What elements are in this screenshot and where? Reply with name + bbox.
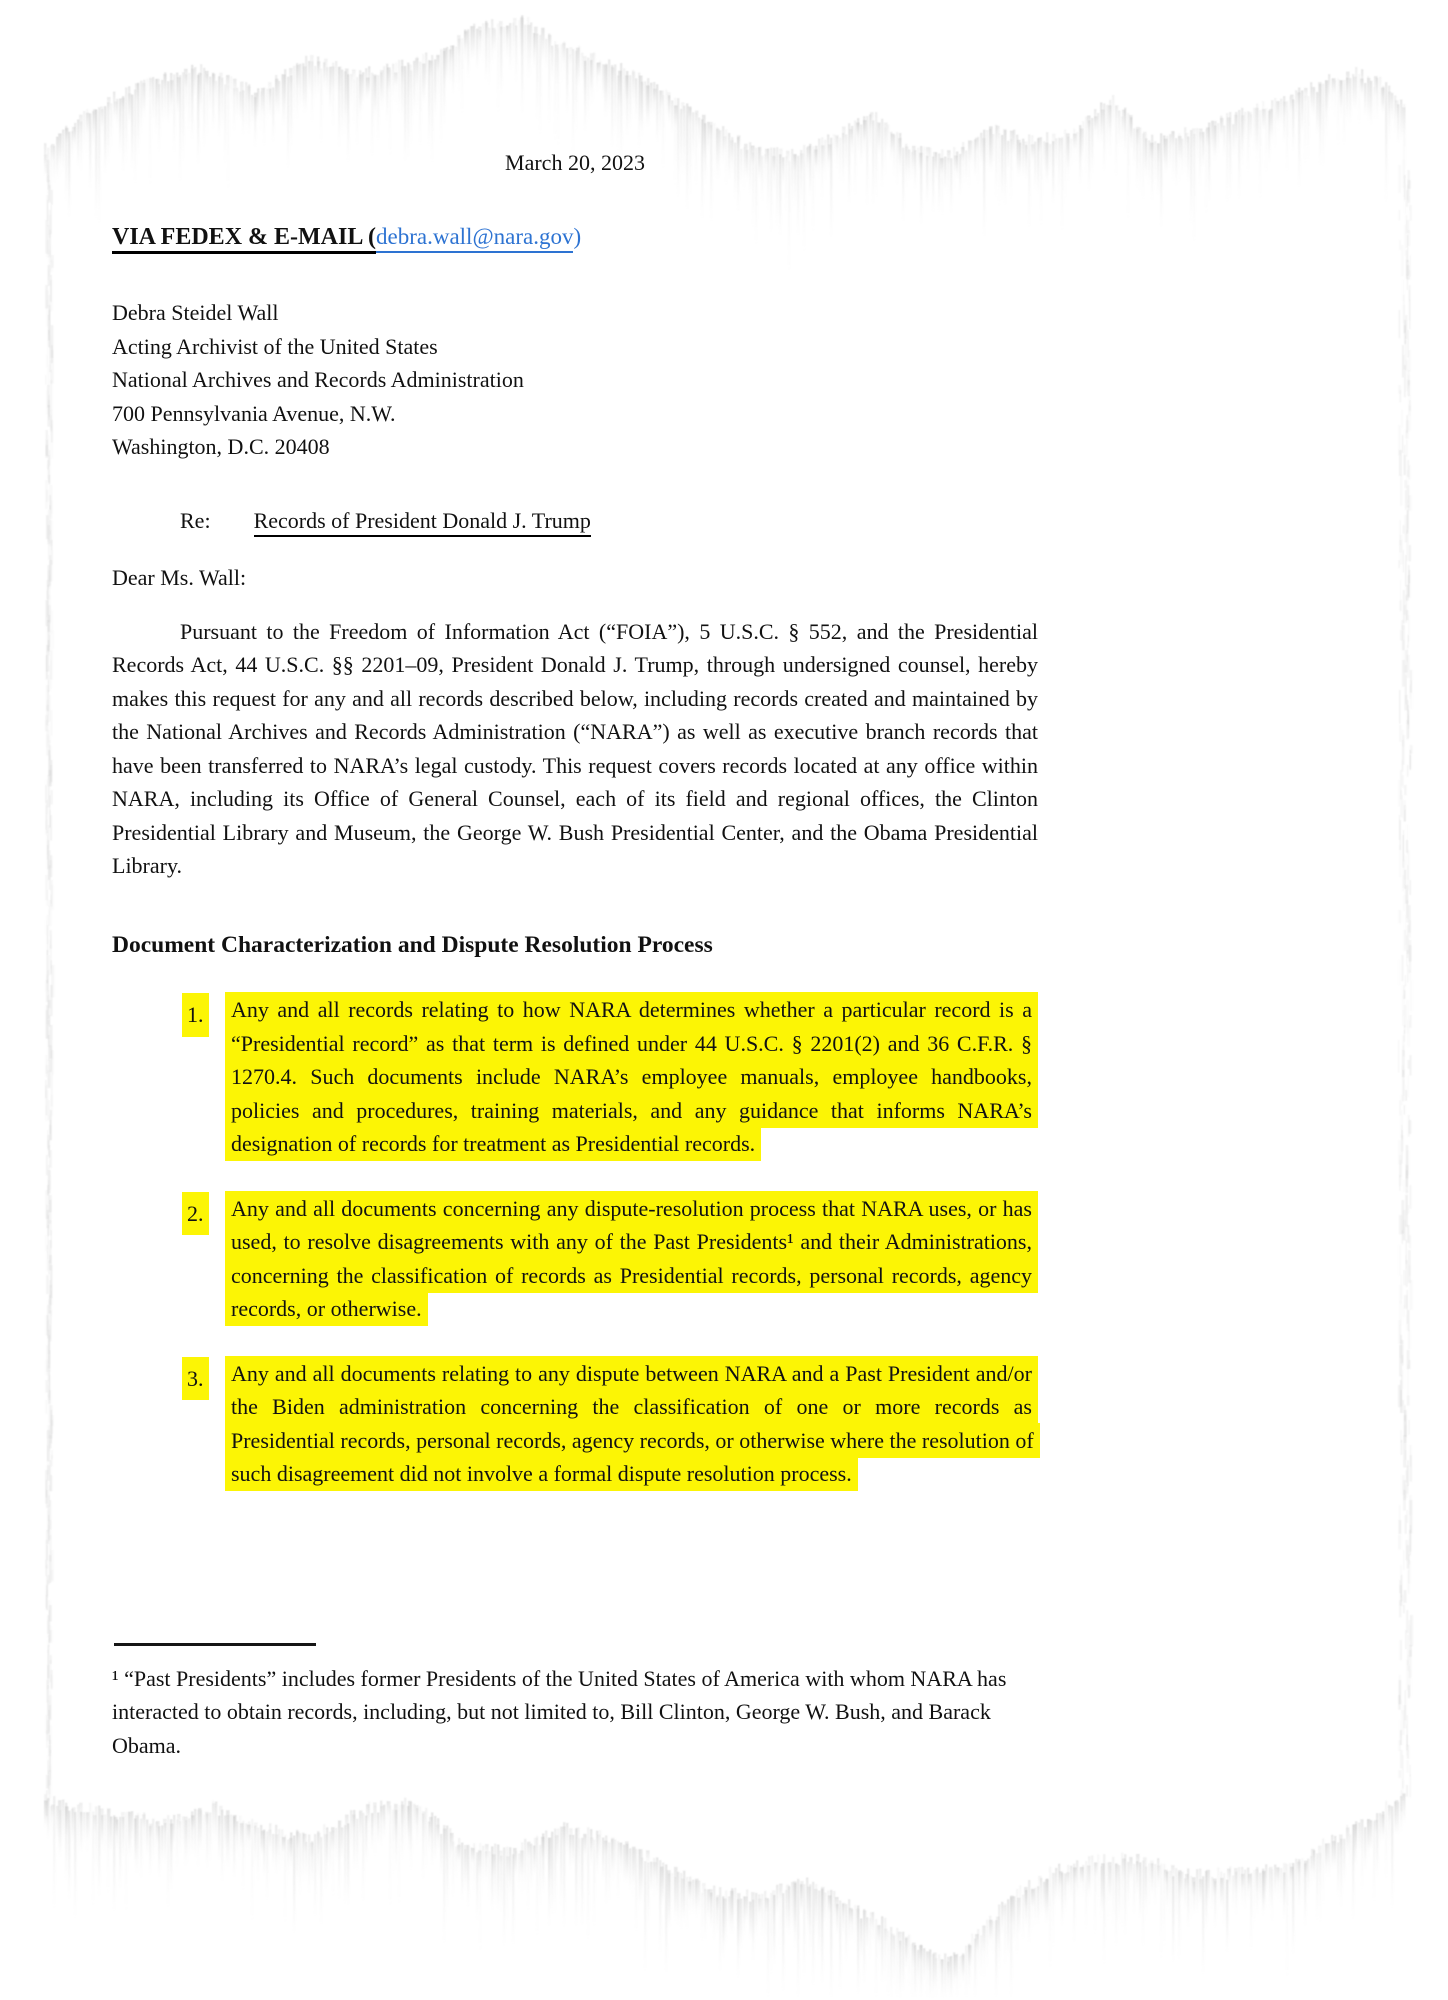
recipient-address <box>112 296 1038 464</box>
request-number: 3. <box>182 1357 209 1401</box>
recipient-address-line: National Archives and Records Administration <box>112 367 524 392</box>
footnote-separator-rule <box>114 1643 316 1646</box>
request-number: 1. <box>182 993 209 1037</box>
recipient-address-line: Acting Archivist of the United States <box>112 333 438 359</box>
request-list <box>112 993 1038 1491</box>
salutation: Dear Ms. Wall: <box>112 565 247 590</box>
recipient-address-line: 700 Pennsylvania Avenue, N.W. <box>112 400 396 426</box>
email-close-paren: ) <box>573 223 582 249</box>
re-label: Re: <box>180 507 211 533</box>
footnote <box>112 1643 1038 1763</box>
opening-paragraph: Pursuant to the Freedom of Information Act (“FOIA”), 5 U.S.C. § 552, and the Presidential Records Act, 44 U.S.C. §§ 2201–09, President Donald J. Trump, through undersigned counsel, hereby makes this request for any and all records described below, including records created and maintained by the National Archives and Records Administration (“NARA”) as well as executive branch records that have been transferred to NARA’s legal custody. This request covers records located at any office within NARA, including its Office of General Counsel, each of its field and regional offices, the Clinton Presidential Library and Museum, the George W. Bush Presidential Center, and the Obama Presidential Library. <box>112 618 1038 878</box>
request-text-highlighted: Any and all records relating to how NARA determines whether a particular record is a “Presidential record” as that term is defined under 44 U.S.C. § 2201(2) and 36 C.F.R. § 1270.4. Such documents include NARA’s employee manuals, employee handbooks, policies and procedures, training materials, and any guidance that informs NARA’s designation of records for treatment as Presidential records. <box>225 992 1038 1161</box>
request-text-highlighted: Any and all documents relating to any dispute between NARA and a Past President and/or the Biden administration concerning the classification of one or more records as Presidential records, personal records, agency records, or otherwise where the resolution of such disagreement did not involve a formal dispute resolution process. <box>225 1356 1040 1492</box>
request-text-highlighted: Any and all documents concerning any dispute-resolution process that NARA uses, or has used, to resolve disagreements with any of the Past Presidents¹ and their Administrations, concerning the classification of records as Presidential records, personal records, agency records, or otherwise. <box>225 1191 1038 1327</box>
request-number: 2. <box>182 1192 209 1236</box>
request-item <box>112 1357 1038 1491</box>
re-line <box>112 504 1038 538</box>
recipient-address-line: Debra Steidel Wall <box>112 300 279 325</box>
letter-content <box>112 0 1038 1762</box>
bottom-tear-fibers <box>44 1793 1406 1998</box>
email-link[interactable]: debra.wall@nara.gov <box>376 224 573 253</box>
letter-date: March 20, 2023 <box>505 150 645 175</box>
request-item <box>112 1192 1038 1326</box>
section-heading: Document Characterization and Dispute Resolution Process <box>112 931 713 958</box>
re-subject: Records of President Donald J. Trump <box>254 508 591 537</box>
delivery-method-label: VIA FEDEX & E-MAIL ( <box>112 224 376 254</box>
delivery-method-line <box>112 220 1038 255</box>
footnote-text: ¹ “Past Presidents” includes former Presidents of the United States of America with whom NARA has interacted to obtain records, including, but not limited to, Bill Clinton, George W. Bush, and Barack Obama. <box>112 1665 1007 1758</box>
request-item <box>112 993 1038 1161</box>
recipient-address-line: Washington, D.C. 20408 <box>112 434 330 459</box>
